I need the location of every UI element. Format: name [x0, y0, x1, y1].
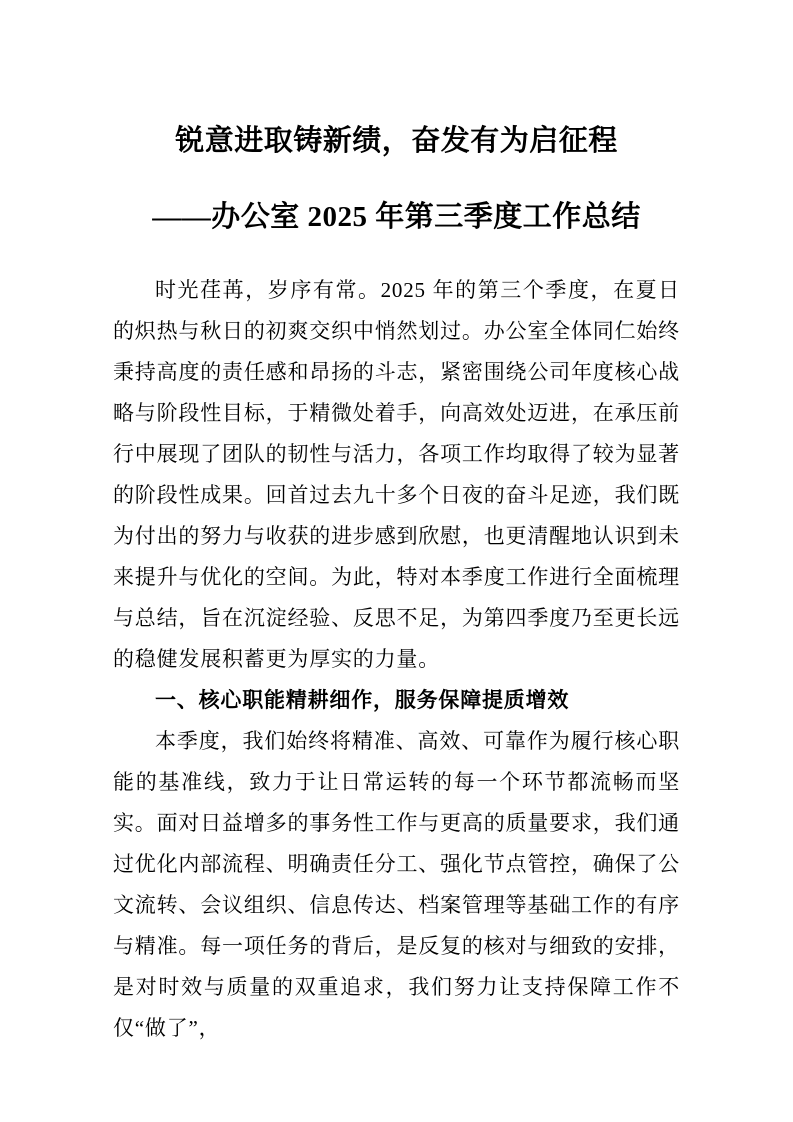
document-subtitle: ——办公室 2025 年第三季度工作总结 [152, 201, 641, 233]
section-1-heading: 一、核心职能精耕细作，服务保障提质增效 [155, 688, 570, 712]
document-title: 锐意进取铸新绩，奋发有为启征程 [175, 125, 618, 157]
intro-paragraph: 时光荏苒，岁序有常。2025 年的第三个季度，在夏日的炽热与秋日的初爽交织中悄然划过。办公室全体同仁始终秉持高度的责任感和昂扬的斗志，紧密围绕公司年度核心战略与阶段性目标，于精微处着手，向高效处迈进，在承压前行中展现了团队的韧性与活力，各项工作均取得了较为显著的阶段性成果。回首过去九十多个日夜的奋斗足迹，我们既为付出的努力与收获的进步感到欣慰，也更清醒地认识到未来提升与优化的空间。为此，特对本季度工作进行全面梳理与总结，旨在沉淀经验、反思不足，为第四季度乃至更长远的稳健发展积蓄更为厚实的力量。 [113, 278, 680, 671]
section-1-paragraph: 本季度，我们始终将精准、高效、可靠作为履行核心职能的基准线，致力于让日常运转的每一个环节都流畅而坚实。面对日益增多的事务性工作与更高的质量要求，我们通过优化内部流程、明确责任分工、强化节点管控，确保了公文流转、会议组织、信息传达、档案管理等基础工作的有序与精准。每一项任务的背后，是反复的核对与细致的安排，是对时效与质量的双重追求，我们努力让支持保障工作不仅“做了”， [113, 729, 680, 1040]
